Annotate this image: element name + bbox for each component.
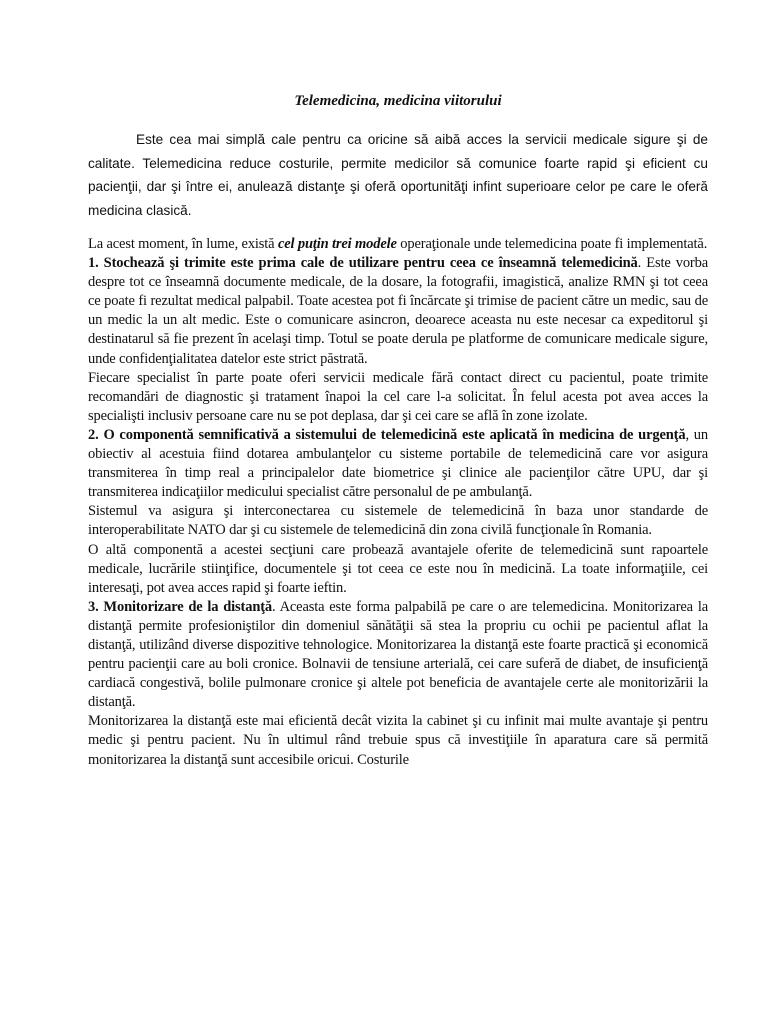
section-3-text: . Aceasta este forma palpabilă pe care o are telemedicina. Monitorizarea la distanţă permite profesioniştilor din domeniul sănătăţii să stea la propriu cu ochii pe pacientul aflat la distanţă, utilizând diverse dispozitive tehnologice. Monitorizarea la distanţă este foarte practică şi economică pentru pacienţii care au boli cronice. Bolnavii de tensiune arterială, cei care suferă de diabet, de insuficienţă cardiacă congestivă, bolile pulmonare cronice şi altele pot beneficia de avantajele certe ale monitorizării la distanţă. <box>88 598 708 711</box>
section-3-paragraph <box>88 598 708 713</box>
section-2-paragraph <box>88 426 708 502</box>
emphasis-text: cel puţin trei modele <box>277 236 397 252</box>
section-3-heading: 3. Monitorizare de la distanţă <box>88 598 273 615</box>
section-1-heading: 1. Stochează şi trimite este prima cale de utilizare pentru ceea ce înseamnă telemedicină <box>88 255 638 272</box>
section-1-text: . Este vorba despre tot ce înseamnă documente medicale, de la dosare, la fotografii, imagistică, analize RMN şi tot ceea ce poate fi rezultat medical palpabil. Toate acestea pot fi încărcate şi trimise de pacient către un medic, sau de un medic la un alt medic. Este o comunicare asincron, deoarece aceasta nu este necesar ca expeditorul şi destinatarul să fie prezent în acelaşi timp. Totul se poate derula pe platforme de comunicare medicale sigure, unde confidenţialitatea datelor este strict păstrată. <box>88 255 708 367</box>
section-1-paragraph <box>88 254 708 369</box>
document-body <box>88 235 708 770</box>
section-3-continuation: Monitorizarea la distanţă este mai eficientă decât vizita la cabinet şi cu infinit mai multe avantaje şi pentru medic şi pentru pacient. Nu în ultimul rând trebuie spus că investiţiile în aparatura care să permită monitorizarea la distanţă sunt accesibile oricui. Costurile <box>88 713 708 768</box>
section-2-text: , un obiectiv al acestuia fiind dotarea ambulanţelor cu sisteme portabile de telemedicină care vor asigura transmiterea în timp real a principalelor date biometrice şi clinice ale pacienţilor către UPU, dar şi transmiterea indicaţiilor medicului specialist către personalul de pe ambulanţă. <box>88 426 708 501</box>
section-2-heading: 2. O componentă semnificativă a sistemului de telemedicină este aplicată în medicina de urgenţă <box>88 426 686 443</box>
intro-paragraph: Este cea mai simplă cale pentru ca oricine să aibă acces la servicii medicale sigure şi de calitate. Telemedicina reduce costurile, permite medicilor să comunice foarte rapid şi eficient cu pacienţii, dar şi între ei, anulează distanţe şi oferă oportunităţi infint superioare celor pe care le oferă medicina clasică. <box>88 132 708 218</box>
document-title: Telemedicina, medicina viitorului <box>294 93 502 109</box>
text-run: La acest moment, în lume, există <box>88 236 278 252</box>
section-2-continuation: Sistemul va asigura şi interconectarea cu sistemele de telemedicină în baza unor standarde de interoperabilitate NATO dar şi cu sistemele de telemedicină din zona civilă funcţionale în Romania. <box>88 503 708 539</box>
text-run: operaţionale unde telemedicina poate fi implementată. <box>396 236 708 252</box>
section-2-continuation-2: O altă componentă a acestei secţiuni care probează avantajele oferite de telemedicină sunt rapoartele medicale, lucrările stiinţifice, documentele şi tot ceea ce este nou în medicină. La toate informaţiile, cei interesaţi, pot avea acces rapid şi foarte ieftin. <box>88 541 708 596</box>
paragraph-models <box>88 235 708 254</box>
section-1-continuation: Fiecare specialist în parte poate oferi servicii medicale fără contact direct cu pacientul, poate trimite recomandări de diagnostic şi tratament înapoi la cel care l-a solicitat. În felul acesta pot avea acces la specialişti inclusiv persoane care nu se pot deplasa, dar şi cei care se află în zone izolate. <box>88 369 708 424</box>
